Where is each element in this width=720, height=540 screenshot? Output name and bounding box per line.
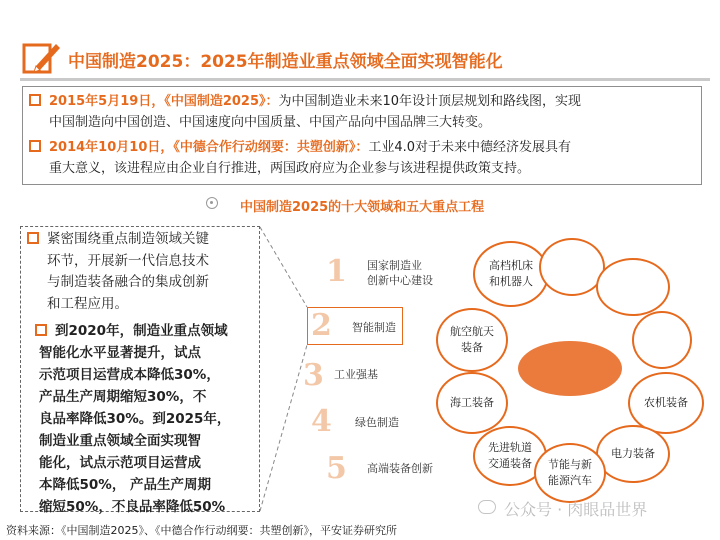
project-label: 工业强基: [334, 368, 378, 381]
center-ellipse: [518, 341, 622, 396]
field-circle: [596, 258, 670, 316]
left-p2-line: 智能化水平显著提升，试点: [39, 345, 201, 361]
page-title: 中国制造2025：2025年制造业重点领域全面实现智能化: [68, 52, 503, 72]
field-label: 海工装备: [450, 396, 494, 409]
project-label-line: 国家制造业: [367, 259, 422, 272]
project-number: 2: [311, 308, 332, 343]
left-p2-line: 示范项目运营成本降低30%，: [39, 367, 220, 383]
left-p2-line: 能化，试点示范项目运营成: [39, 455, 201, 471]
left-p2-line: 到2020年，制造业重点领域: [55, 323, 228, 339]
intro-item-1-text-cont: 中国制造向中国创造、中国速度向中国质量、中国产品向中国品牌三大转变。: [49, 115, 492, 130]
field-label: 和机器人: [489, 275, 533, 288]
project-label: 智能制造: [352, 321, 396, 334]
project-number: 3: [303, 358, 324, 393]
field-label: 交通装备: [488, 457, 532, 470]
field-label: 节能与新: [548, 458, 592, 471]
left-p1-line: 环节，开展新一代信息技术: [47, 252, 209, 269]
project-label: 绿色制造: [355, 416, 399, 429]
intro-item-2-text-cont: 重大意义，该进程应由企业自行推进，两国政府应为企业参与该进程提供政策支持。: [49, 161, 531, 176]
project-number: 4: [311, 404, 332, 439]
intro-item-2-highlight: 2014年10月10日，《中德合作行动纲要：共塑创新》：: [49, 140, 369, 155]
field-label: 高档机床: [489, 259, 533, 272]
intro-item-2-text: 工业4.0对于未来中德经济发展具有: [368, 140, 572, 155]
project-number: 1: [326, 254, 347, 289]
left-p2-line: 产品生产周期缩短30%，不: [39, 389, 207, 405]
field-circle: [473, 241, 549, 307]
left-p1-line: 与制造装备融合的集成创新: [47, 274, 209, 290]
project-label-line: 创新中心建设: [367, 274, 433, 287]
field-label: 农机装备: [644, 396, 688, 409]
left-p2-line: 良品率降低30%。到2025年，: [39, 411, 231, 427]
project-label: 高端装备创新: [367, 462, 433, 475]
left-p2-line: 缩短50%，不良品率降低50%: [39, 499, 226, 515]
source-footer: 资料来源：《中国制造2025》、《中德合作行动纲要：共塑创新》，平安证券研究所: [6, 524, 397, 537]
field-label: 电力装备: [611, 447, 655, 460]
left-p2-line: 制造业重点领域全面实现智: [39, 433, 201, 449]
project-number: 5: [326, 451, 347, 486]
field-circle: [534, 443, 606, 503]
intro-item-1-highlight: 2015年5月19日，《中国制造2025》：: [49, 94, 279, 109]
field-circle: [436, 308, 508, 372]
field-label: 装备: [461, 341, 483, 354]
field-label: 航空航天: [450, 325, 494, 338]
field-circle: [632, 311, 692, 369]
watermark: 公众号 · 肉眼品世界: [504, 500, 648, 519]
left-p1-line: 和工程应用。: [47, 295, 128, 312]
wechat-icon: [478, 500, 496, 514]
field-circle: [596, 425, 670, 483]
left-p2-line: 本降低50%， 产品生产周期: [39, 477, 212, 493]
left-p1-line: 紧密围绕重点制造领域关键: [47, 231, 209, 247]
field-label: 先进轨道: [488, 441, 532, 454]
section-subtitle: 中国制造2025的十大领域和五大重点工程: [240, 200, 485, 215]
field-label: 能源汽车: [548, 474, 592, 487]
intro-item-1-text: 为中国制造业未来10年设计顶层规划和路线图，实现: [278, 94, 582, 109]
project-label: [367, 258, 433, 288]
field-circle: [436, 372, 508, 434]
